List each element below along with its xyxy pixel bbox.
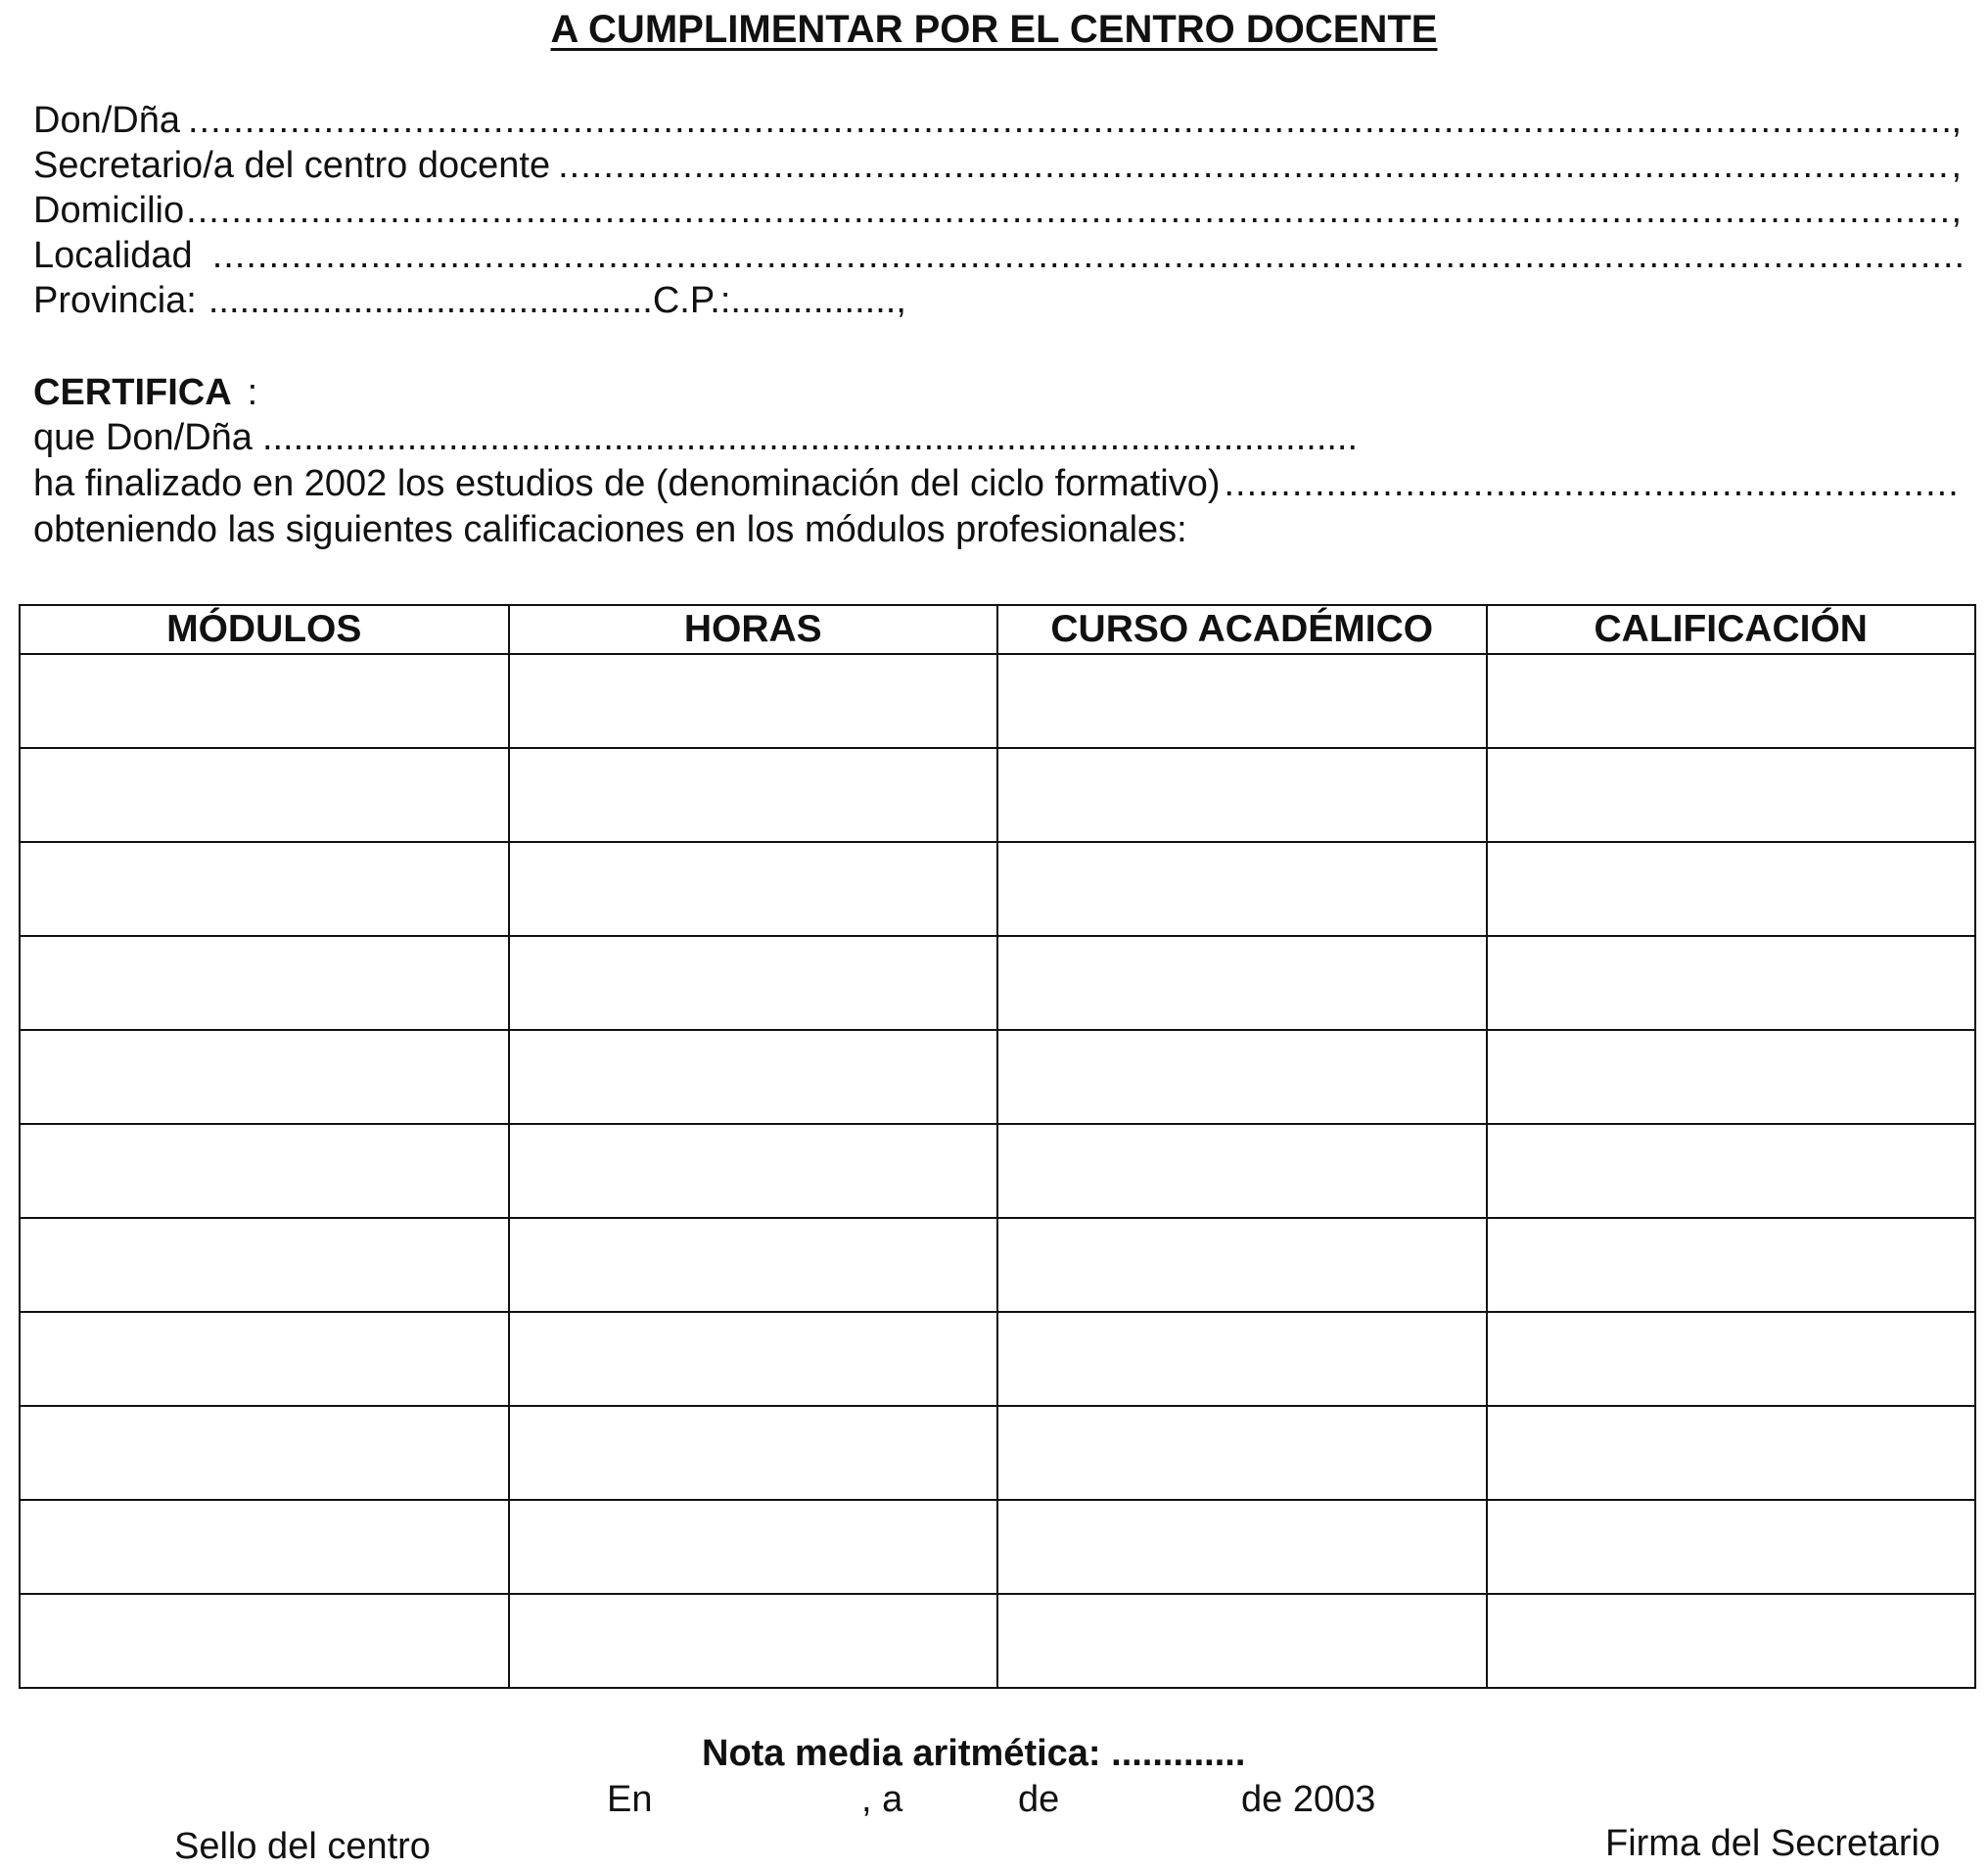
table-row: [20, 1500, 1975, 1594]
cell-curso-academico[interactable]: [997, 1124, 1487, 1218]
cell-curso-academico[interactable]: [997, 654, 1487, 748]
cell-calificacion[interactable]: [1487, 1218, 1976, 1312]
cell-curso-academico[interactable]: [997, 1218, 1487, 1312]
table-row: [20, 1030, 1975, 1124]
page-title: A CUMPLIMENTAR POR EL CENTRO DOCENTE: [550, 8, 1438, 51]
field-estudios-dots: [1225, 461, 1963, 506]
cell-modulo[interactable]: [20, 936, 509, 1030]
field-estudios: [33, 461, 1962, 506]
field-secretario: [33, 143, 1962, 188]
cell-horas[interactable]: [509, 1030, 998, 1124]
certifica-colon: :: [247, 372, 258, 413]
cell-horas[interactable]: [509, 842, 998, 936]
cell-modulo[interactable]: [20, 1218, 509, 1312]
cell-calificacion[interactable]: [1487, 654, 1976, 748]
certifica-heading: CERTIFICA: [33, 372, 232, 413]
field-domicilio: [33, 188, 1962, 233]
nota-media: Nota media aritmética: .............: [702, 1733, 1246, 1774]
sello-del-centro: Sello del centro: [174, 1826, 431, 1867]
field-don-dots: [188, 98, 1951, 143]
header-modulos: MÓDULOS: [20, 605, 509, 654]
cell-horas[interactable]: [509, 748, 998, 842]
table-row: [20, 1594, 1975, 1688]
cell-calificacion[interactable]: [1487, 1030, 1976, 1124]
date-de-year: de 2003: [1241, 1779, 1376, 1820]
table-row: [20, 1406, 1975, 1500]
cell-horas[interactable]: [509, 1500, 998, 1594]
cell-modulo[interactable]: [20, 1406, 509, 1500]
field-domicilio-tail: ,: [1951, 190, 1962, 231]
cell-calificacion[interactable]: [1487, 936, 1976, 1030]
cell-horas[interactable]: [509, 1406, 998, 1500]
cell-horas[interactable]: [509, 1594, 998, 1688]
table-row: [20, 936, 1975, 1030]
cell-horas[interactable]: [509, 654, 998, 748]
table-row: [20, 842, 1975, 936]
cell-calificacion[interactable]: [1487, 1312, 1976, 1406]
table-row: [20, 654, 1975, 748]
field-localidad-label: Localidad: [33, 235, 193, 276]
header-curso-academico: CURSO ACADÉMICO: [997, 605, 1487, 654]
cell-calificacion[interactable]: [1487, 842, 1976, 936]
cell-calificacion[interactable]: [1487, 1594, 1976, 1688]
cell-calificacion[interactable]: [1487, 748, 1976, 842]
cell-calificacion[interactable]: [1487, 1124, 1976, 1218]
field-cp-dots: ................,: [730, 280, 906, 321]
field-don: [33, 98, 1962, 143]
table-row: [20, 1124, 1975, 1218]
obteniendo-label: obteniendo las siguientes calificaciones en los módulos profesionales:: [33, 509, 1187, 550]
cell-horas[interactable]: [509, 1312, 998, 1406]
field-que-don-label: que Don/Dña: [33, 417, 253, 458]
cell-curso-academico[interactable]: [997, 1406, 1487, 1500]
firma-del-secretario: Firma del Secretario: [1605, 1823, 1941, 1864]
cell-curso-academico[interactable]: [997, 842, 1487, 936]
cell-modulo[interactable]: [20, 654, 509, 748]
obteniendo-text: [33, 507, 1187, 552]
cell-modulo[interactable]: [20, 842, 509, 936]
cell-modulo[interactable]: [20, 1312, 509, 1406]
field-estudios-label: ha finalizado en 2002 los estudios de (denominación del ciclo formativo): [33, 463, 1221, 504]
cell-curso-academico[interactable]: [997, 1030, 1487, 1124]
field-provincia-label: Provincia:: [33, 280, 197, 321]
field-que-don-dots: ..........................................................................................................: [261, 417, 1359, 458]
field-secretario-dots: [558, 143, 1951, 188]
header-horas: HORAS: [509, 605, 998, 654]
grades-table-body: [20, 654, 1975, 1688]
cell-modulo[interactable]: [20, 1124, 509, 1218]
field-domicilio-label: Domicilio: [33, 190, 185, 231]
field-cp-label: C.P.:: [652, 280, 731, 321]
field-provincia-dots: ...........................................: [208, 280, 653, 321]
table-row: [20, 748, 1975, 842]
cell-calificacion[interactable]: [1487, 1500, 1976, 1594]
header-calificacion: CALIFICACIÓN: [1487, 605, 1976, 654]
cell-curso-academico[interactable]: [997, 1312, 1487, 1406]
field-que-don: [33, 415, 1358, 460]
cell-horas[interactable]: [509, 1218, 998, 1312]
field-localidad: [33, 233, 1962, 278]
cell-curso-academico[interactable]: [997, 936, 1487, 1030]
table-row: [20, 1218, 1975, 1312]
table-header-row: [20, 605, 1975, 654]
cell-horas[interactable]: [509, 1124, 998, 1218]
field-don-label: Don/Dña: [33, 100, 180, 141]
date-a: , a: [861, 1779, 903, 1820]
cell-horas[interactable]: [509, 936, 998, 1030]
cell-modulo[interactable]: [20, 748, 509, 842]
certifica-heading-line: [33, 370, 257, 415]
field-secretario-label: Secretario/a del centro docente: [33, 145, 551, 186]
cell-calificacion[interactable]: [1487, 1406, 1976, 1500]
field-secretario-tail: ,: [1951, 145, 1962, 186]
date-de-1: de: [1018, 1779, 1060, 1820]
grades-table: [19, 604, 1976, 1689]
field-localidad-dots: [212, 233, 1962, 278]
date-en: En: [607, 1779, 653, 1820]
field-provincia: [33, 278, 906, 323]
cell-curso-academico[interactable]: [997, 1500, 1487, 1594]
field-domicilio-dots: [186, 188, 1951, 233]
cell-modulo[interactable]: [20, 1500, 509, 1594]
cell-modulo[interactable]: [20, 1030, 509, 1124]
field-don-tail: ,: [1951, 100, 1962, 141]
cell-curso-academico[interactable]: [997, 1594, 1487, 1688]
cell-modulo[interactable]: [20, 1594, 509, 1688]
table-row: [20, 1312, 1975, 1406]
cell-curso-academico[interactable]: [997, 748, 1487, 842]
